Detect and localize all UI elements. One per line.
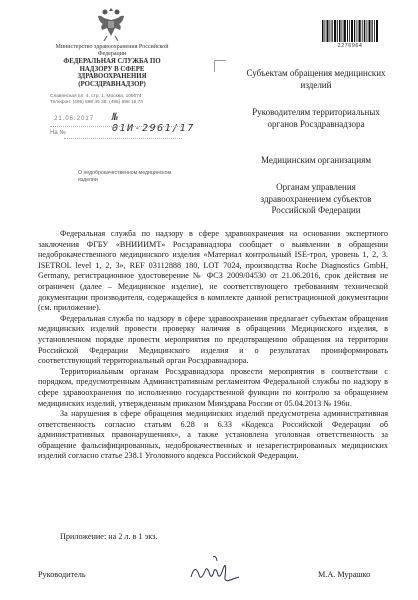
- date-underline: [50, 126, 182, 127]
- address-line: Славянская пл. 4, стр. 1, Москва, 109074: [50, 94, 142, 99]
- addressee-3: Медицинским организациям: [260, 155, 372, 165]
- addressee-4: Органам управления здравоохранением субъектов Российской Федерации: [260, 182, 372, 215]
- addressee-2: Руководителям территориальных органов Росздравнадзора: [252, 107, 380, 129]
- body-paragraph: Федеральная служба по надзору в сфере здравоохранения предлагает субъектам обращения медицинских изделий провести проверку наличия в обращении Медицинского изделия, в установленном порядке провести мероприятия по предотвращению обращения на территории Российской Федерации Медицинского изделия и о результатах проинформировать соответствующий территориальный орган Росздравнадзора.: [38, 313, 388, 366]
- attachment-note: Приложение: на 2 л. в 1 экз.: [60, 532, 158, 541]
- phone-line: Телефон: (495) 698 45 38; (495) 698 15 74: [50, 100, 143, 105]
- barcode-number: 2276964: [337, 43, 363, 49]
- addressee-1: Субъектам обращения медицинских изделий: [246, 68, 386, 90]
- ministry-name: Министерство здравоохранения Российской Федерации: [55, 44, 169, 57]
- handwritten-signature: [183, 553, 241, 587]
- signatory-name: М.А. Мурашко: [318, 570, 371, 579]
- body-paragraph: Территориальным органам Росздравнадзора провести мероприятия в соответствии с порядком, предусмотренным Административным регламентом Федеральной службы по надзору в сфере здравоохранения по исполнению государственной функции по контролю за обращением медицинских изделий, утвержденным приказом Минздрава России от 05.04.2013 № 196н.: [38, 366, 388, 408]
- reference-underline: [64, 138, 182, 139]
- address-corner-mark: [214, 60, 226, 72]
- agency-address: [50, 94, 175, 106]
- agency-name: ФЕДЕРАЛЬНАЯ СЛУЖБА ПО НАДЗОРУ В СФЕРЕ ЗДРАВООХРАНЕНИЯ (РОСЗДРАВНАДЗОР): [63, 58, 161, 88]
- signatory-title: Руководитель: [38, 570, 86, 579]
- barcode: [322, 20, 378, 42]
- letter-number: № 01И-2961/17: [112, 112, 195, 134]
- letter-date: 21.06.2017: [54, 116, 95, 122]
- letter-subject: О недоброкачественном медицинском изделии: [78, 170, 172, 183]
- letter-body: [38, 229, 388, 462]
- coat-of-arms-emblem: [95, 6, 127, 42]
- reference-row: [50, 130, 190, 140]
- reference-label: На №: [50, 130, 66, 136]
- body-paragraph: За нарушения в сфере обращения медицинских изделий предусмотрена административная ответственность согласно статьям 6.28 и 6.33 «Кодекса Российской Федерации об административных правонарушениях», а также установлена уголовная ответственность за обращение фальсифицированных, недоброкачественных и незарегистрированных медицинских изделий согласно статье 238.1 Уголовного кодекса Российской Федерации.: [38, 409, 388, 461]
- body-paragraph: Федеральная служба по надзору в сфере здравоохранения на основании экспертного заключения ФГБУ «ВНИИИМТ» Росздравнадзора сообщает о выявлении в обращении недоброкачественного медицинского изделия «Материал контрольный ISE-трол, уровень 1, 2, 3. ISETROL level 1, 2, 3», REF 03112888 180, LOT 7024, производства Roche Diagnostics GmbH, Germany, регистрационное удостоверение № ФСЗ 2009/04530 от 21.06.2016, срок действия не ограничен (далее – Медицинское изделие), не соответствующего требованиям технической документации производителя, содержащейся в комплекте данной регистрационной документации (см. приложение).: [38, 229, 388, 313]
